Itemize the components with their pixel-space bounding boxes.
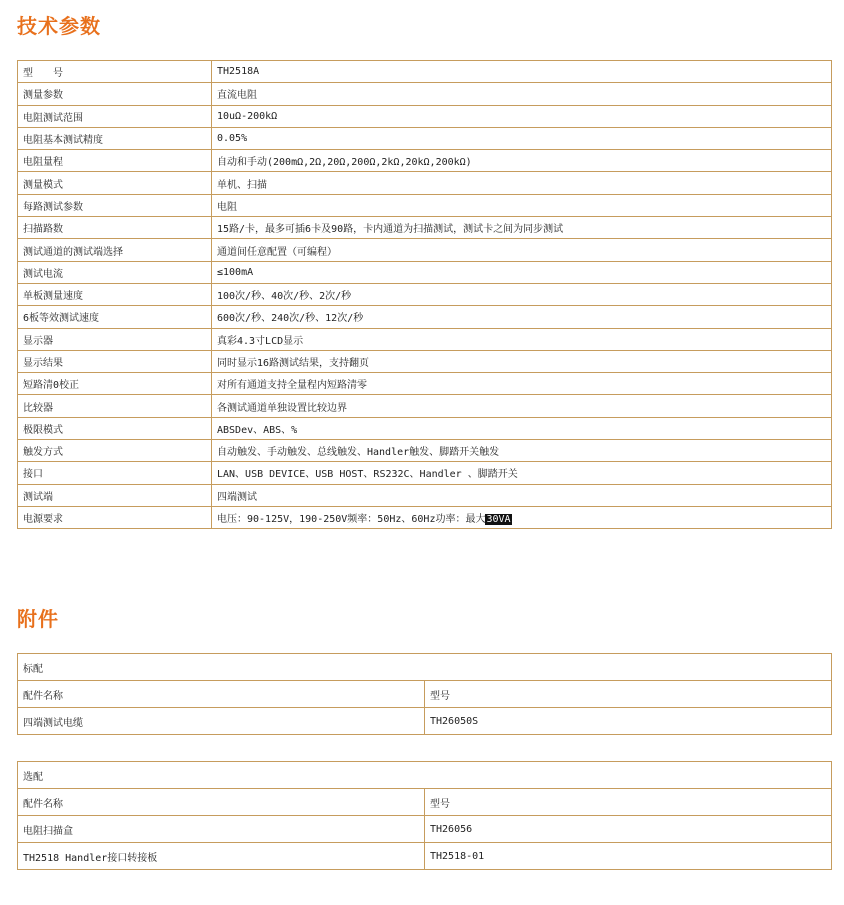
spec-value: 真彩4.3寸LCD显示	[212, 328, 832, 350]
standard-heading-row	[18, 654, 832, 681]
spec-row-resistance-ranges	[18, 150, 832, 172]
spec-row-power	[18, 506, 832, 528]
spec-row-resistance-range	[18, 105, 832, 127]
spec-label: 测量参数	[18, 83, 212, 105]
spec-label: 6板等效测试速度	[18, 306, 212, 328]
spec-value: 同时显示16路测试结果，支持翻页	[212, 350, 832, 372]
spec-value: 15路/卡，最多可插6卡及90路，卡内通道为扫描测试，测试卡之间为同步测试	[212, 217, 832, 239]
standard-header-row	[18, 681, 832, 708]
spec-label: 型 号	[18, 61, 212, 83]
spec-label: 触发方式	[18, 440, 212, 462]
spec-label: 扫描路数	[18, 217, 212, 239]
table-row	[18, 816, 832, 843]
spec-label: 测试电流	[18, 261, 212, 283]
spec-value: 各测试通道单独设置比较边界	[212, 395, 832, 417]
accessory-name: 电阻扫描盒	[18, 816, 425, 843]
col-header-name: 配件名称	[18, 789, 425, 816]
optional-header-row	[18, 789, 832, 816]
spec-value: ≤100mA	[212, 261, 832, 283]
spec-label: 单板测量速度	[18, 283, 212, 305]
spec-row-terminal-select	[18, 239, 832, 261]
spec-value: 10uΩ-200kΩ	[212, 105, 832, 127]
table-row	[18, 708, 832, 735]
spec-row-board-speed	[18, 283, 832, 305]
col-header-name: 配件名称	[18, 681, 425, 708]
spec-label: 比较器	[18, 395, 212, 417]
spec-row-limit-mode	[18, 417, 832, 439]
spec-value: ABSDev、ABS、%	[212, 417, 832, 439]
standard-accessories-table	[17, 653, 832, 735]
accessories-section-title: 附件	[17, 607, 59, 631]
spec-label: 电阻基本测试精度	[18, 127, 212, 149]
accessory-model: TH2518-01	[425, 843, 832, 870]
spec-row-model	[18, 61, 832, 83]
spec-label: 短路清0校正	[18, 373, 212, 395]
spec-row-scan-channels	[18, 217, 832, 239]
spec-row-test-terminal	[18, 484, 832, 506]
spec-label: 测试通道的测试端选择	[18, 239, 212, 261]
spec-row-equivalent-speed	[18, 306, 832, 328]
col-header-model: 型号	[425, 789, 832, 816]
optional-accessories-table	[17, 761, 832, 870]
accessory-name: TH2518 Handler接口转接板	[18, 843, 425, 870]
spec-row-measure-param	[18, 83, 832, 105]
spec-label: 电源要求	[18, 506, 212, 528]
spec-value: 电阻	[212, 194, 832, 216]
optional-heading: 选配	[18, 762, 832, 789]
spec-row-display-result	[18, 350, 832, 372]
spec-label: 电阻测试范围	[18, 105, 212, 127]
spec-label: 极限模式	[18, 417, 212, 439]
spec-value: 自动触发、手动触发、总线触发、Handler触发、脚踏开关触发	[212, 440, 832, 462]
table-row	[18, 843, 832, 870]
spec-value: 0.05%	[212, 127, 832, 149]
spec-label: 测试端	[18, 484, 212, 506]
power-spec-text: 电压：90-125V，190-250V频率：50Hz、60Hz功率：最大	[217, 514, 486, 526]
spec-row-display	[18, 328, 832, 350]
accessory-model: TH26056	[425, 816, 832, 843]
spec-label: 电阻量程	[18, 150, 212, 172]
specs-section-title: 技术参数	[17, 14, 101, 38]
spec-value: 100次/秒、40次/秒、2次/秒	[212, 283, 832, 305]
spec-value: 通道间任意配置（可编程）	[212, 239, 832, 261]
spec-value: 直流电阻	[212, 83, 832, 105]
col-header-model: 型号	[425, 681, 832, 708]
spec-row-measure-mode	[18, 172, 832, 194]
spec-value: 单机、扫描	[212, 172, 832, 194]
spec-value: LAN、USB DEVICE、USB HOST、RS232C、Handler 、脚踏开关	[212, 462, 832, 484]
spec-label: 接口	[18, 462, 212, 484]
spec-label: 测量模式	[18, 172, 212, 194]
spec-row-interface	[18, 462, 832, 484]
spec-row-test-current	[18, 261, 832, 283]
spec-value: 四端测试	[212, 484, 832, 506]
spec-value: 对所有通道支持全量程内短路清零	[212, 373, 832, 395]
spec-value: 自动和手动(200mΩ,2Ω,20Ω,200Ω,2kΩ,20kΩ,200kΩ)	[212, 150, 832, 172]
spec-row-channel-param	[18, 194, 832, 216]
specs-table	[17, 60, 832, 529]
spec-value	[212, 506, 832, 528]
spec-label: 每路测试参数	[18, 194, 212, 216]
spec-row-short-zero	[18, 373, 832, 395]
standard-heading: 标配	[18, 654, 832, 681]
spec-row-accuracy	[18, 127, 832, 149]
spec-value: 600次/秒、240次/秒、12次/秒	[212, 306, 832, 328]
optional-heading-row	[18, 762, 832, 789]
accessory-model: TH26050S	[425, 708, 832, 735]
selected-text-highlight: 30VA	[486, 514, 511, 526]
spec-row-comparator	[18, 395, 832, 417]
spec-row-trigger	[18, 440, 832, 462]
spec-label: 显示结果	[18, 350, 212, 372]
spec-value: TH2518A	[212, 61, 832, 83]
spec-label: 显示器	[18, 328, 212, 350]
accessory-name: 四端测试电缆	[18, 708, 425, 735]
